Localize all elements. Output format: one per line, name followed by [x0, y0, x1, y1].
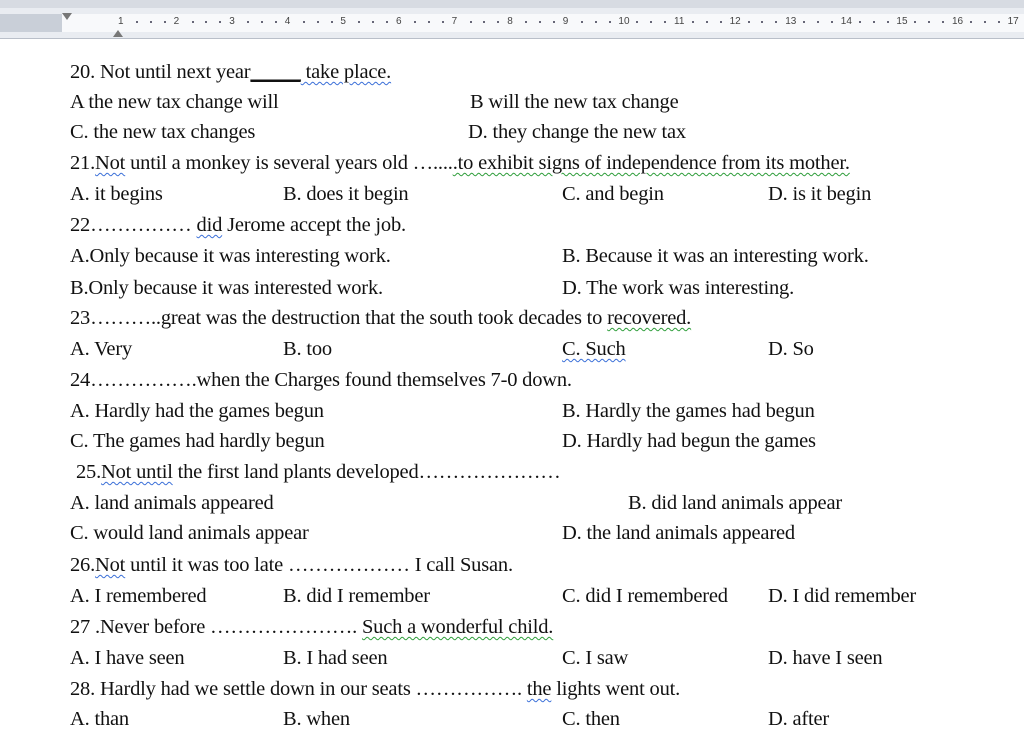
ruler-tick [205, 21, 207, 23]
stem-text: the first land plants developed………………… [172, 461, 561, 483]
first-line-indent-marker[interactable] [62, 13, 72, 20]
stem-text: .to exhibit signs of independence from its mother. [452, 152, 850, 174]
stem-text: 23………..great was the destruction that the south took decades to [70, 307, 608, 329]
ruler-number: 8 [507, 16, 513, 27]
question-21-stem [70, 151, 850, 175]
question-23-option-a: A. Very [70, 338, 132, 360]
ruler-tick [386, 21, 388, 23]
hanging-indent-marker[interactable] [113, 30, 123, 37]
question-26-option-b: B. did I remember [283, 585, 430, 607]
stem-text: Such a wonderful child. [361, 616, 554, 638]
stem-text: lights went out. [551, 678, 681, 700]
ruler-tick [219, 21, 221, 23]
question-20-option-a: A the new tax change will [70, 91, 279, 113]
stem-text: the [526, 678, 552, 700]
ruler-tick [914, 21, 916, 23]
ruler-number: 3 [229, 16, 235, 27]
ruler-tick [970, 21, 972, 23]
question-21-option-b: B. does it begin [283, 183, 409, 205]
question-26-option-a: A. I remembered [70, 585, 207, 607]
ruler-tick [164, 21, 166, 23]
ruler-tick [275, 21, 277, 23]
stem-text: Jerome accept the job. [222, 214, 406, 236]
ruler-tick [692, 21, 694, 23]
ruler-tick [859, 21, 861, 23]
question-22-option-c: B.Only because it was interested work. [70, 277, 383, 299]
ruler-tick [984, 21, 986, 23]
ruler-tick [483, 21, 485, 23]
ruler-tick [581, 21, 583, 23]
document-page[interactable] [0, 39, 1024, 739]
ruler-tick [539, 21, 541, 23]
stem-text: recovered. [607, 307, 692, 329]
question-26-option-c: C. did I remembered [562, 585, 728, 607]
ruler-tick [609, 21, 611, 23]
ruler-number: 2 [173, 16, 180, 27]
question-21-option-c: C. and begin [562, 183, 664, 205]
ruler-tick [442, 21, 444, 23]
stem-text: 27 .Never before …………………. [70, 616, 362, 638]
ruler-number: 4 [284, 16, 291, 27]
ruler-number: 12 [729, 16, 741, 27]
question-21-option-d: D. is it begin [768, 183, 872, 205]
ruler-tick [887, 21, 889, 23]
question-23-option-c: C. Such [562, 338, 626, 360]
ruler-tick [775, 21, 777, 23]
ruler-tick [636, 21, 638, 23]
question-24-option-b: B. Hardly the games had begun [562, 400, 815, 422]
ruler-number: 11 [674, 16, 685, 27]
ruler-tick [831, 21, 833, 23]
ruler-tick [803, 21, 805, 23]
ruler-number: 9 [562, 16, 569, 27]
question-22-option-b: B. Because it was an interesting work. [562, 245, 869, 267]
question-24-option-d: D. Hardly had begun the games [562, 430, 816, 452]
stem-text: take place. [300, 61, 392, 83]
question-26-option-d: D. I did remember [768, 585, 917, 607]
stem-text: 26. [70, 554, 96, 576]
question-20-stem [70, 60, 391, 84]
window-top-strip [0, 0, 1024, 8]
question-23-option-b: B. too [283, 338, 332, 360]
question-24-option-a: A. Hardly had the games begun [70, 400, 324, 422]
ruler-number: 10 [618, 16, 630, 27]
stem-text: Not until [101, 461, 173, 483]
question-20-option-c: C. the new tax changes [70, 121, 256, 143]
ruler-tick [748, 21, 750, 23]
question-25-option-a: A. land animals appeared [70, 492, 274, 514]
ruler-tick [873, 21, 875, 23]
question-22-stem [70, 213, 406, 237]
ruler-body [62, 14, 1024, 32]
stem-text: 22…………… [70, 214, 197, 236]
ruler-tick [553, 21, 555, 23]
question-22-option-a: A.Only because it was interesting work. [70, 245, 391, 267]
ruler-tick [998, 21, 1000, 23]
ruler-tick [942, 21, 944, 23]
question-27-option-b: B. I had seen [283, 647, 388, 669]
ruler-tick [192, 21, 194, 23]
ruler-tick [817, 21, 819, 23]
question-26-stem [70, 553, 513, 577]
horizontal-ruler[interactable] [0, 8, 1024, 39]
stem-text: until it was too late ……………… I call Susan. [125, 554, 513, 576]
ruler-tick [414, 21, 416, 23]
question-25-stem [76, 460, 561, 484]
question-28-option-b: B. when [283, 708, 350, 730]
ruler-number: 15 [896, 16, 908, 27]
stem-text: Not [95, 554, 126, 576]
stem-text: 28. Hardly had we settle down in our seats ……………. [70, 678, 527, 700]
question-22-option-d: D. The work was interesting. [562, 277, 795, 299]
stem-text: until a monkey is several years old ….... [125, 152, 453, 174]
ruler-tick [372, 21, 374, 23]
ruler-tick [761, 21, 763, 23]
question-28-option-c: C. then [562, 708, 620, 730]
ruler-tick [428, 21, 430, 23]
ruler-tick [358, 21, 360, 23]
question-25-option-b: B. did land animals appear [628, 492, 842, 514]
question-27-option-d: D. have I seen [768, 647, 883, 669]
question-28-option-d: D. after [768, 708, 830, 730]
ruler-number: 17 [1007, 16, 1019, 27]
question-21-option-a: A. it begins [70, 183, 163, 205]
ruler-tick [664, 21, 666, 23]
ruler-tick [303, 21, 305, 23]
question-25-option-d: D. the land animals appeared [562, 522, 795, 544]
ruler-tick [706, 21, 708, 23]
stem-text: did [196, 214, 223, 236]
ruler-number: 14 [840, 16, 852, 27]
ruler-number: 13 [785, 16, 797, 27]
ruler-number: 6 [396, 16, 402, 27]
ruler-tick [136, 21, 138, 23]
question-20-option-d: D. they change the new tax [468, 121, 686, 143]
stem-text: 20. Not until next year [70, 61, 251, 83]
ruler-tick [470, 21, 472, 23]
question-25-option-c: C. would land animals appear [70, 522, 309, 544]
ruler-tick [331, 21, 333, 23]
question-28-stem [70, 677, 680, 701]
question-28-option-a: A. than [70, 708, 129, 730]
ruler-left-margin [0, 14, 62, 32]
ruler-tick [650, 21, 652, 23]
question-27-stem [70, 615, 553, 639]
ruler-tick [497, 21, 499, 23]
stem-text: 21. [70, 152, 96, 174]
ruler-tick [595, 21, 597, 23]
ruler-tick [247, 21, 249, 23]
question-24-stem: 24…………….when the Charges found themselves 7-0 down. [70, 369, 572, 391]
stem-text: Not [95, 152, 126, 174]
ruler-number: 16 [952, 16, 964, 27]
ruler-number: 5 [340, 16, 346, 27]
question-20-option-b: B will the new tax change [470, 91, 679, 113]
question-27-option-c: C. I saw [562, 647, 629, 669]
ruler-tick [525, 21, 527, 23]
ruler-tick [720, 21, 722, 23]
ruler-tick [317, 21, 319, 23]
question-24-option-c: C. The games had hardly begun [70, 430, 325, 452]
question-23-stem [70, 306, 691, 330]
ruler-tick [261, 21, 263, 23]
question-23-option-d: D. So [768, 338, 814, 360]
answer-blank: _____ [250, 61, 301, 83]
ruler-tick [928, 21, 930, 23]
ruler-tick [150, 21, 152, 23]
stem-text: 25. [76, 461, 102, 483]
ruler-number: 1 [118, 16, 124, 27]
ruler-number: 7 [451, 16, 458, 27]
question-27-option-a: A. I have seen [70, 647, 185, 669]
